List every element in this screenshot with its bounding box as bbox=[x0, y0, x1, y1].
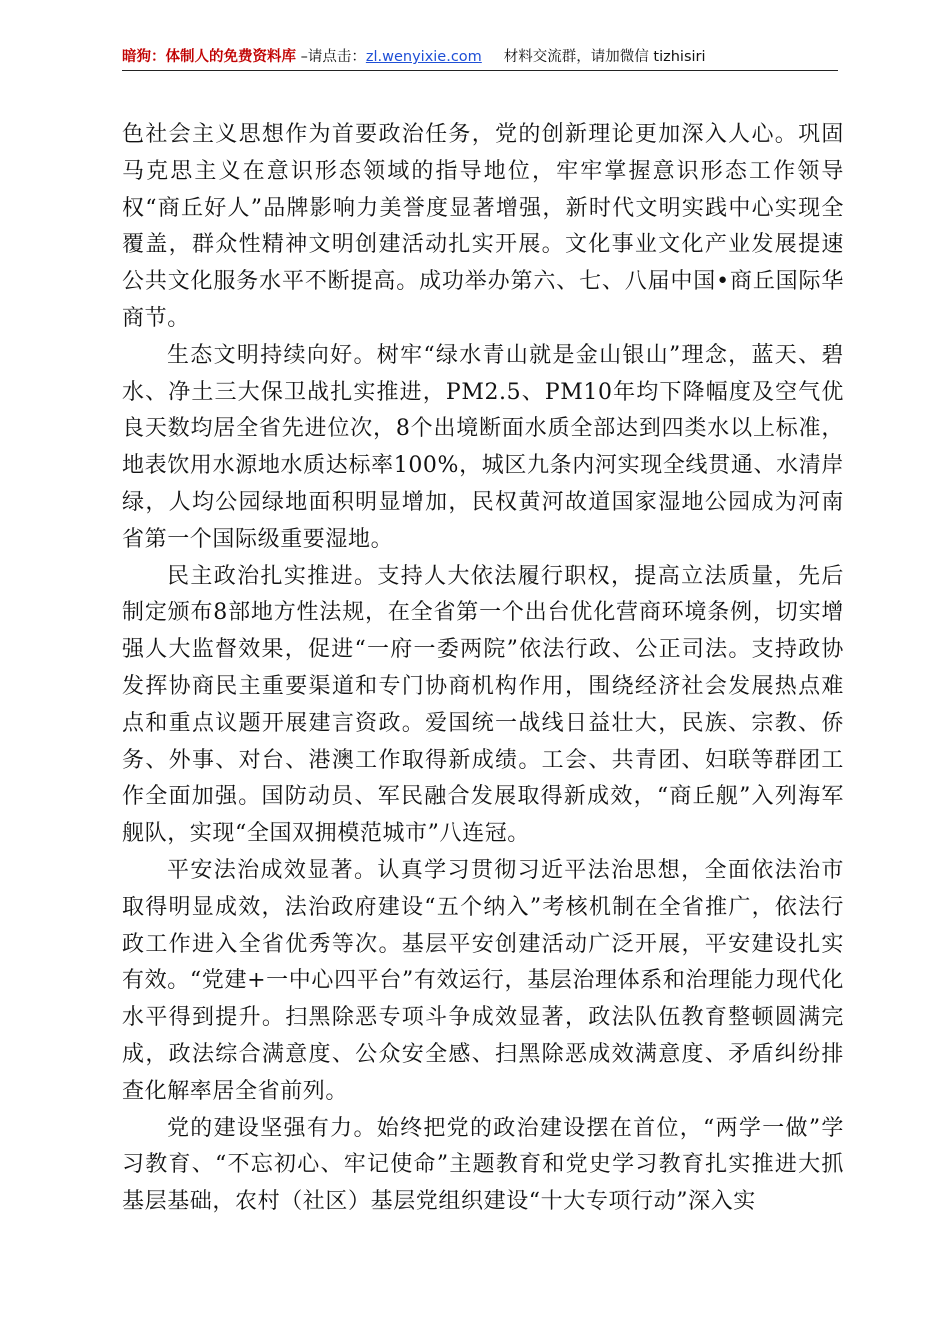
header-divider bbox=[122, 70, 838, 71]
header-link[interactable]: zl.wenyixie.com bbox=[365, 49, 482, 65]
paragraph-democracy: 民主政治扎实推进。支持人大依法履行职权，提高立法质量，先后制定颁布8部地方性法规，在全省第一个出台优化营商环境条例，切实增强人大监督效果，促进“一府一委两院”依法行政、公正司法。支持政协发挥协商民主重要渠道和专门协商机构作用，围绕经济社会发展热点难点和重点议题开展建言资政。爱国统一战线日益壮大，民族、宗教、侨务、外事、对台、港澳工作取得新成绩。工会、共青团、妇联等群团工作全面加强。国防动员、军民融合发展取得新成效，“商丘舰”入列海军舰队，实现“全国双拥模范城市”八连冠。 bbox=[122, 563, 844, 847]
header-contact: 材料交流群，请加微信 tizhisiri bbox=[503, 49, 706, 65]
paragraph-ideology-culture: 色社会主义思想作为首要政治任务，党的创新理论更加深入人心。巩固马克思主义在意识形态领域的指导地位，牢牢掌握意识形态工作领导权“商丘好人”品牌影响力美誉度显著增强，新时代文明实践中心实现全覆盖，群众性精神文明创建活动扎实开展。文化事业文化产业发展提速公共文化服务水平不断提高。成功举办第六、七、八届中国•商丘国际华商节。 bbox=[122, 122, 844, 331]
header-prompt: –请点击： bbox=[296, 49, 366, 65]
paragraph-rule-of-law: 平安法治成效显著。认真学习贯彻习近平法治思想，全面依法治市取得明显成效，法治政府建设“五个纳入”考核机制在全省推广，依法行政工作进入全省优秀等次。基层平安创建活动广泛开展，平安建设扎实有效。“党建+一中心四平台”有效运行，基层治理体系和治理能力现代化水平得到提升。扫黑除恶专项斗争成效显著，政法队伍教育整顿圆满完成，政法综合满意度、公众安全感、扫黑除恶成效满意度、矛盾纠纷排查化解率居全省前列。 bbox=[122, 857, 844, 1104]
paragraph-ecology: 生态文明持续向好。树牢“绿水青山就是金山银山”理念，蓝天、碧水、净土三大保卫战扎实推进，PM2.5、PM10年均下降幅度及空气优良天数均居全省先进位次，8个出境断面水质全部达到四类水以上标准，地表饮用水源地水质达标率100%，城区九条内河实现全线贯通、水清岸绿，人均公园绿地面积明显增加，民权黄河故道国家湿地公园成为河南省第一个国际级重要湿地。 bbox=[122, 342, 844, 552]
header-brand: 暗狗：体制人的免费资料库 bbox=[122, 49, 296, 65]
paragraph-party-building: 党的建设坚强有力。始终把党的政治建设摆在首位，“两学一做”学习教育、“不忘初心、牢记使命”主题教育和党史学习教育扎实推进大抓基层基础，农村（社区）基层党组织建设“十大专项行动”深入实 bbox=[122, 1115, 844, 1215]
document-body bbox=[122, 117, 844, 1221]
